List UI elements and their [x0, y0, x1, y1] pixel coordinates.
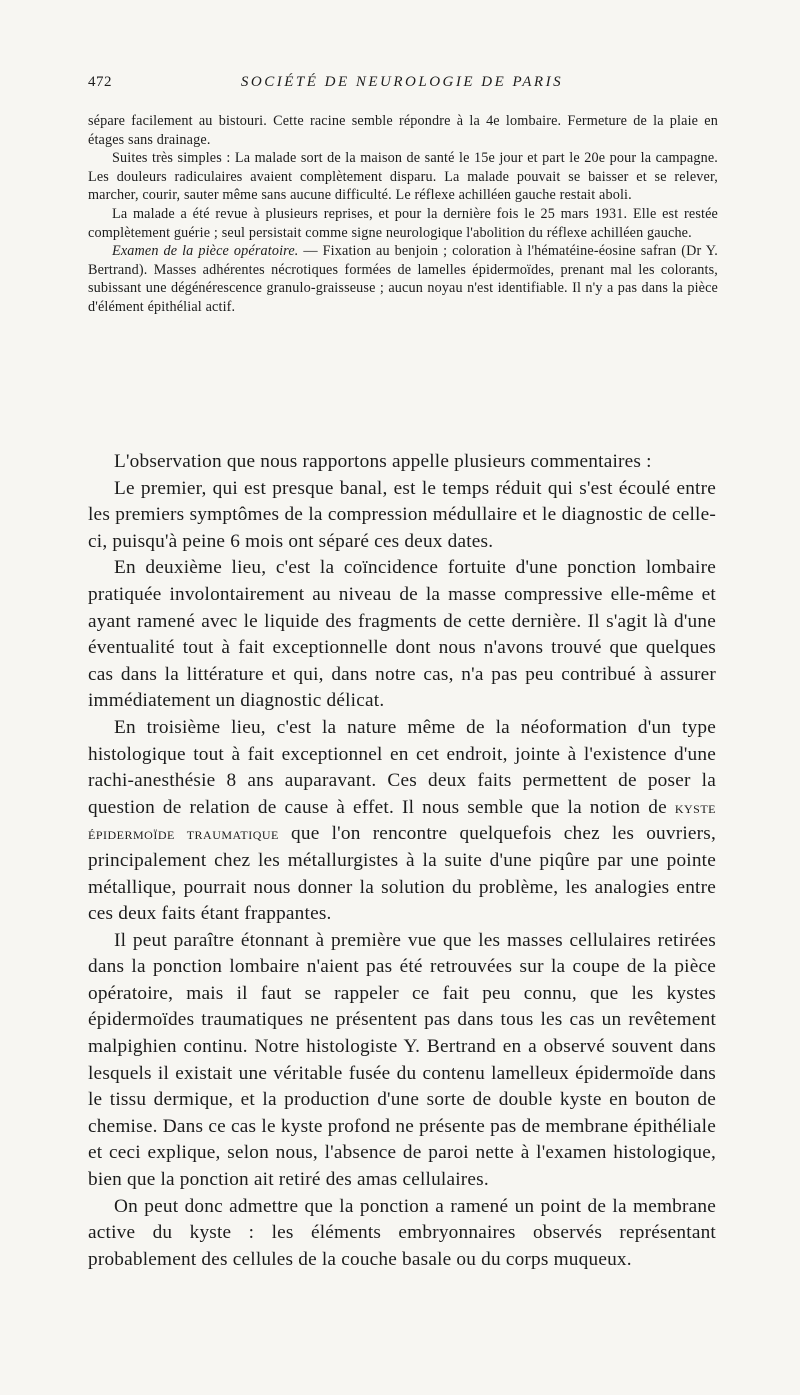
examination-text: — Fixation au benjoin ; coloration à l'hématéine-éosine safran (Dr Y. Bertrand). Masses adhérentes nécrotiques formées de lamelles épidermoïdes, prenant mal les colorants, subissant une dégénérescence granulo-graisseuse ; aucun noyau n'est identifiable. Il n'y a pas dans la pièce d'élément épithélial actif. — [88, 243, 718, 315]
examination-heading: Examen de la pièce opératoire. — [112, 243, 299, 260]
smallcaps-term: kyste épidermoïde traumatique — [88, 797, 716, 844]
case-report-paragraph-2: Suites très simples : La malade sort de la maison de santé le 15e jour et part le 20e pour la campagne. Les douleurs radiculaires avaient complètement disparu. La malade pouvait se baisser et se relever, marcher, courir, sauter même sans aucune difficulté. Le réflexe achilléen gauche restait aboli. — [88, 150, 718, 204]
discussion-paragraph-1: L'observation que nous rapportons appelle plusieurs commentaires : — [114, 451, 652, 472]
case-report-paragraph-3: La malade a été revue à plusieurs reprises, et pour la dernière fois le 25 mars 1931. Elle est restée complètement guérie ; seul persistait comme signe neurologique l'abolition du réflexe achilléen gauche. — [88, 205, 718, 241]
running-title: SOCIÉTÉ DE NEUROLOGIE DE PARIS — [240, 74, 564, 90]
page-header — [88, 74, 716, 98]
discussion-paragraph-5: Il peut paraître étonnant à première vue que les masses cellulaires retirées dans la ponction lombaire n'aient pas été retrouvées sur la coupe de la pièce opératoire, mais il faut se rappeler ce fait peu connu, que les kystes épidermoïdes traumatiques ne présentent pas dans tous les cas un revêtement malpighien continu. Notre histologiste Y. Bertrand en a observé souvent dans lesquels il existait une véritable fusée du contenu lamelleux épidermoïde dans le tissu dermique, et la production d'une sorte de double kyste en bouton de chemise. Dans ce cas le kyste profond ne présente pas de membrane épithéliale et ceci explique, selon nous, l'absence de paroi nette à l'examen histologique, bien que la ponction ait retiré des amas cellulaires. — [88, 929, 716, 1191]
discussion-paragraph-4 — [88, 715, 716, 928]
discussion-section — [88, 449, 716, 1273]
case-report-section — [88, 112, 718, 317]
case-report-paragraph-1: sépare facilement au bistouri. Cette racine semble répondre à la 4e lombaire. Fermeture de la plaie en étages sans drainage. — [88, 113, 718, 148]
discussion-paragraph-3: En deuxième lieu, c'est la coïncidence fortuite d'une ponction lombaire pratiquée involontairement au niveau de la masse compressive elle-même et ayant ramené avec le liquide des fragments de cette dernière. Il s'agit là d'une éventualité tout à fait exceptionnelle dont nous n'avons trouvé que quelques cas dans la littérature et qui, dans notre cas, n'a pas peu contribué à assurer immédiatement un diagnostic délicat. — [88, 557, 716, 712]
case-report-paragraph-4 — [88, 242, 718, 316]
discussion-paragraph-6: On peut donc admettre que la ponction a ramené un point de la membrane active du kyste : les éléments embryonnaires observés représentant probablement des cellules de la couche basale ou du corps muqueux. — [88, 1195, 716, 1270]
page-number: 472 — [88, 74, 112, 90]
paragraph-4-start: En troisième lieu, c'est la nature même de la néoformation d'un type histologique tout à fait exceptionnel en cet endroit, jointe à l'existence d'une rachi-anesthésie 8 ans auparavant. Ces deux faits permettent de poser la question de relation de cause à effet. Il nous semble que la notion de — [88, 716, 716, 818]
paragraph-4-end: que l'on rencontre quelquefois chez les ouvriers, principalement chez les métallurgistes à la suite d'une piqûre par une pointe métallique, pourrait nous donner la solution du problème, les analogies entre ces deux faits étant frappantes. — [88, 823, 716, 925]
discussion-paragraph-2: Le premier, qui est presque banal, est le temps réduit qui s'est écoulé entre les premiers symptômes de la compression médullaire et le diagnostic de celle-ci, puisqu'à peine 6 mois ont séparé ces deux dates. — [88, 477, 716, 552]
